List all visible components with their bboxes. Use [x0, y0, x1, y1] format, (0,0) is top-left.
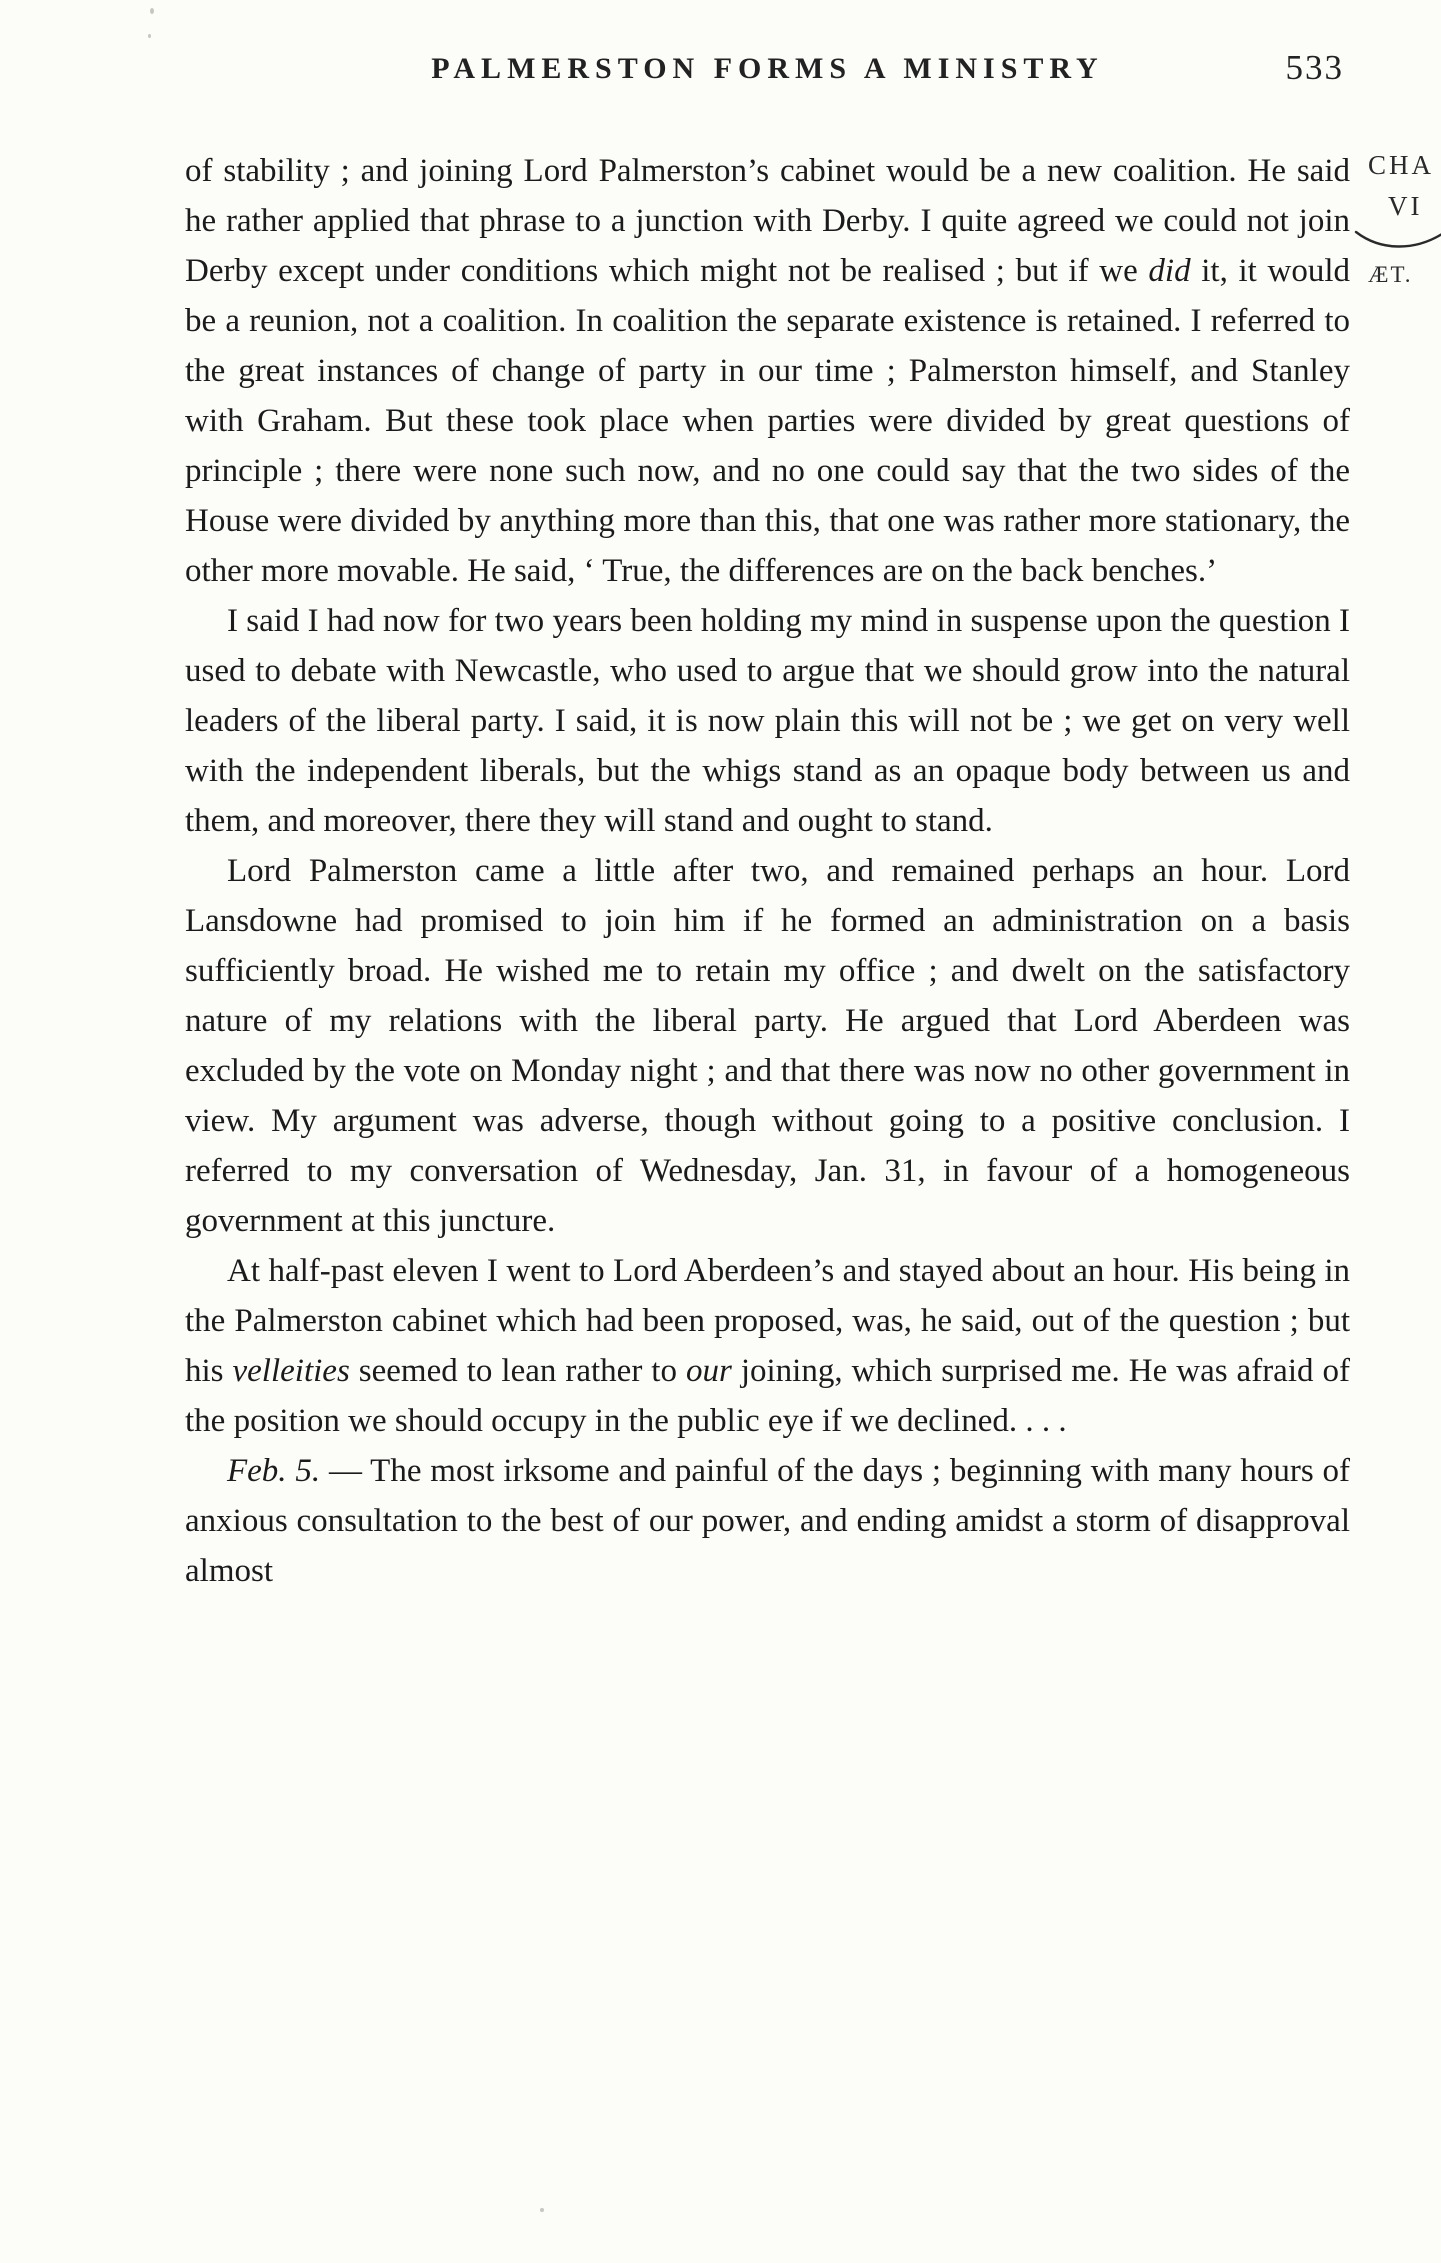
margin-notes [1368, 150, 1441, 288]
scan-speck [148, 34, 151, 38]
paragraph [185, 1246, 1350, 1446]
body-text-run: I said I had now for two years been holding my mind in suspense upon the question I used to debate with Newcastle, who used to argue that we should grow into the natural leaders of the liberal party. I said, it is now plain this will not be ; we get on very well with the independent liberals, but the whigs stand as an opaque body between us and them, and moreover, there they will stand and ought to stand. [185, 603, 1350, 839]
scan-speck [540, 2208, 544, 2212]
body-text-run: joining, which surprised me. He was afraid of the position we should occupy in the public eye if we declined. . . . [185, 1353, 1350, 1439]
page-body [185, 146, 1350, 1596]
paragraph [185, 596, 1350, 846]
italic-text: Feb. 5. [227, 1453, 321, 1489]
margin-age-label: ÆT. [1368, 262, 1413, 287]
body-text-run: At half-past eleven I went to Lord Aberdeen’s and stayed about an hour. His being in the Palmerston cabinet which had been proposed, was, he said, out of the question ; but his [185, 1253, 1350, 1389]
margin-chapter-label: CHA [1368, 150, 1435, 180]
body-text-run: Lord Palmerston came a little after two, and remained perhaps an hour. Lord Lansdowne had promised to join him if he formed an administration on a basis sufficiently broad. He wished me to retain my office ; and dwelt on the satisfactory nature of my relations with the liberal party. He argued that Lord Aberdeen was excluded by the vote on Monday night ; and that there was now no other government in view. My argument was adverse, though without going to a positive conclusion. I referred to my conversation of Wednesday, Jan. 31, in favour of a homogeneous government at this juncture. [185, 853, 1350, 1239]
italic-text: velleities [232, 1353, 350, 1389]
running-title: PALMERSTON FORMS A MINISTRY [431, 52, 1104, 85]
margin-brace-icon [1354, 226, 1441, 256]
scan-speck [150, 8, 154, 14]
body-text-run: seemed to lean rather to [349, 1353, 686, 1389]
body-text-run: of stability ; and joining Lord Palmerston’s cabinet would be a new coalition. He said he rather applied that phrase to a junction with Derby. I quite agreed we could not join Derby except under conditions which might not be realised ; but if we [185, 153, 1350, 289]
margin-chapter-number: VI [1388, 191, 1423, 221]
paragraph [185, 146, 1350, 596]
page-header [185, 48, 1350, 100]
paragraph [185, 846, 1350, 1246]
page-number: 533 [1285, 48, 1344, 87]
body-text-run: it, it would be a reunion, not a coalition. In coalition the separate existence is retained. I referred to the great instances of change of party in our time ; Palmerston himself, and Stanley with Graham. But these took place when parties were divided by great questions of principle ; there were none such now, and no one could say that the two sides of the House were divided by anything more than this, that one was rather more stationary, the other more movable. He said, ‘ True, the differences are on the back benches.’ [185, 253, 1350, 589]
paragraph [185, 1446, 1350, 1596]
italic-text: our [685, 1353, 732, 1389]
body-text-run: — The most irksome and painful of the days ; beginning with many hours of anxious consultation to the best of our power, and ending amidst a storm of disapproval almost [185, 1453, 1350, 1589]
italic-text: did [1148, 253, 1191, 289]
